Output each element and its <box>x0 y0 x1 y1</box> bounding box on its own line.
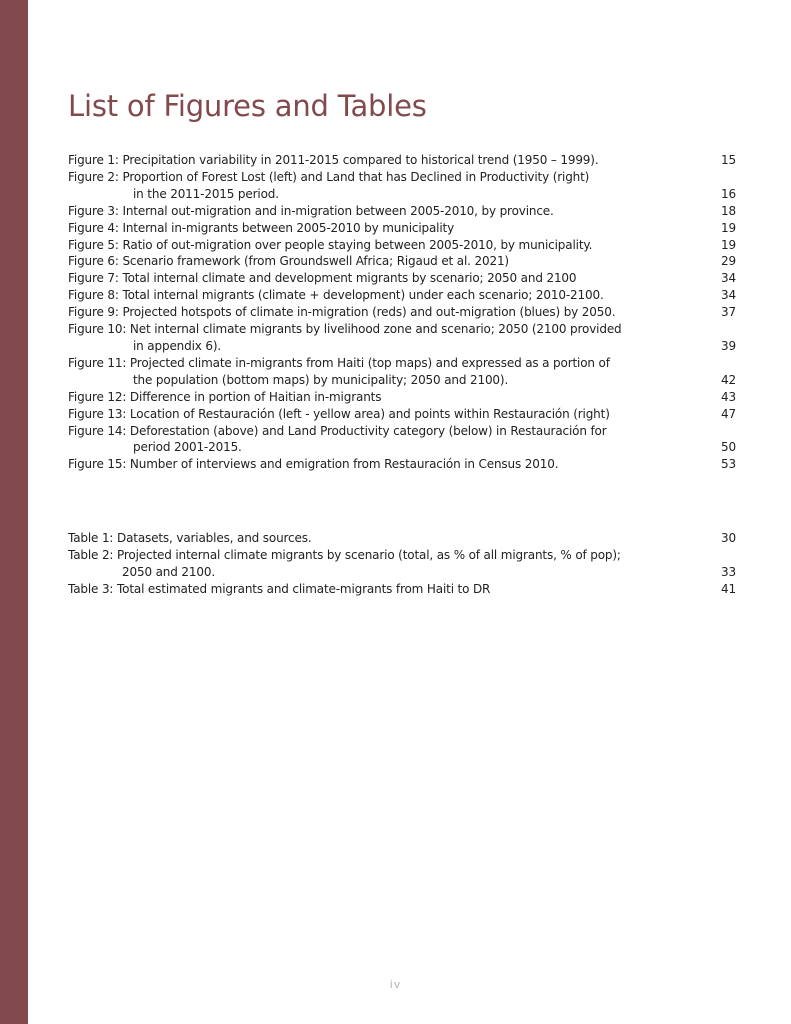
figure-entry[interactable] <box>68 423 736 457</box>
side-color-bar <box>0 0 28 1024</box>
entry-caption <box>68 220 736 237</box>
table-entry[interactable] <box>68 581 736 598</box>
entry-page-number: 29 <box>721 254 736 269</box>
figure-entry[interactable] <box>68 220 736 237</box>
figure-entry[interactable] <box>68 237 736 254</box>
entry-caption <box>68 253 736 270</box>
figure-entry[interactable] <box>68 270 736 287</box>
caption-line: Figure 8: Total internal migrants (climate + development) under each scenario; 2010-2100. <box>68 288 604 303</box>
figure-entry[interactable] <box>68 389 736 406</box>
entry-caption <box>68 389 736 406</box>
caption-line: Figure 13: Location of Restauración (left - yellow area) and points within Restauración (right) <box>68 406 610 421</box>
caption-line: Figure 5: Ratio of out-migration over people staying between 2005-2010, by municipality. <box>68 237 593 252</box>
entry-page-number: 39 <box>721 338 736 353</box>
entry-page-number: 50 <box>721 440 736 455</box>
caption-continuation-line: 2050 and 2100. <box>122 564 215 579</box>
entry-caption <box>68 203 736 220</box>
caption-line: Figure 1: Precipitation variability in 2011-2015 compared to historical trend (1950 – 1999). <box>68 153 599 167</box>
page-title: List of Figures and Tables <box>68 89 427 123</box>
figure-entry[interactable] <box>68 152 736 169</box>
caption-line: Figure 12: Difference in portion of Haitian in-migrants <box>68 389 382 404</box>
entry-caption <box>68 355 736 389</box>
entry-caption <box>68 169 736 203</box>
caption-line: Figure 7: Total internal climate and development migrants by scenario; 2050 and 2100 <box>68 271 577 286</box>
entry-caption <box>68 423 736 457</box>
figures-list <box>68 152 736 473</box>
caption-line: Figure 15: Number of interviews and emigration from Restauración in Census 2010. <box>68 457 559 472</box>
entry-caption <box>68 581 736 598</box>
entry-page-number: 42 <box>721 372 736 387</box>
figure-entry[interactable] <box>68 287 736 304</box>
caption-line: Figure 3: Internal out-migration and in-migration between 2005-2010, by province. <box>68 203 554 218</box>
figure-entry[interactable] <box>68 304 736 321</box>
entry-page-number: 34 <box>721 271 736 286</box>
entry-page-number: 15 <box>721 153 736 167</box>
caption-line: Figure 4: Internal in-migrants between 2005-2010 by municipality <box>68 220 455 235</box>
entry-caption <box>68 304 736 321</box>
entry-caption <box>68 456 736 473</box>
entry-caption <box>68 530 736 547</box>
entry-page-number: 18 <box>721 203 736 218</box>
entry-page-number: 19 <box>721 220 736 235</box>
entry-caption <box>68 270 736 287</box>
figure-entry[interactable] <box>68 203 736 220</box>
figure-entry[interactable] <box>68 355 736 389</box>
figure-entry[interactable] <box>68 406 736 423</box>
tables-list <box>68 530 736 598</box>
entry-caption <box>68 321 736 355</box>
entry-page-number: 33 <box>721 564 736 579</box>
entry-page-number: 34 <box>721 288 736 303</box>
caption-line: Figure 6: Scenario framework (from Groundswell Africa; Rigaud et al. 2021) <box>68 254 509 269</box>
caption-line: Table 2: Projected internal climate migrants by scenario (total, as % of all migrants, % of pop); <box>68 547 621 562</box>
entry-caption <box>68 152 736 169</box>
caption-line: Figure 9: Projected hotspots of climate in-migration (reds) and out-migration (blues) by 2050. <box>68 305 616 320</box>
entry-page-number: 41 <box>721 581 736 596</box>
figure-entry[interactable] <box>68 321 736 355</box>
entry-caption <box>68 547 736 581</box>
entry-page-number: 16 <box>721 186 736 201</box>
entry-caption <box>68 237 736 254</box>
entry-page-number: 43 <box>721 389 736 404</box>
caption-line: Figure 11: Projected climate in-migrants from Haiti (top maps) and expressed as a portion of <box>68 355 610 370</box>
entry-page-number: 37 <box>721 305 736 320</box>
entry-page-number: 19 <box>721 237 736 252</box>
entry-caption <box>68 287 736 304</box>
caption-line: Table 3: Total estimated migrants and climate-migrants from Haiti to DR <box>68 581 491 596</box>
table-entry[interactable] <box>68 530 736 547</box>
caption-line: Figure 10: Net internal climate migrants by livelihood zone and scenario; 2050 (2100 provided <box>68 322 622 337</box>
figure-entry[interactable] <box>68 169 736 203</box>
figure-entry[interactable] <box>68 456 736 473</box>
caption-continuation-line: in appendix 6). <box>133 338 222 353</box>
caption-line: Figure 2: Proportion of Forest Lost (left) and Land that has Declined in Productivity (right) <box>68 169 590 184</box>
entry-caption <box>68 406 736 423</box>
caption-line: Table 1: Datasets, variables, and sources. <box>68 531 312 545</box>
table-entry[interactable] <box>68 547 736 581</box>
figure-entry[interactable] <box>68 253 736 270</box>
caption-continuation-line: period 2001-2015. <box>133 440 242 455</box>
entry-page-number: 47 <box>721 406 736 421</box>
entry-page-number: 30 <box>721 531 736 545</box>
page-number: iv <box>389 978 402 991</box>
entry-page-number: 53 <box>721 457 736 472</box>
caption-continuation-line: the population (bottom maps) by municipality; 2050 and 2100). <box>133 372 509 387</box>
caption-line: Figure 14: Deforestation (above) and Land Productivity category (below) in Restauración for <box>68 423 607 438</box>
caption-continuation-line: in the 2011-2015 period. <box>133 186 279 201</box>
